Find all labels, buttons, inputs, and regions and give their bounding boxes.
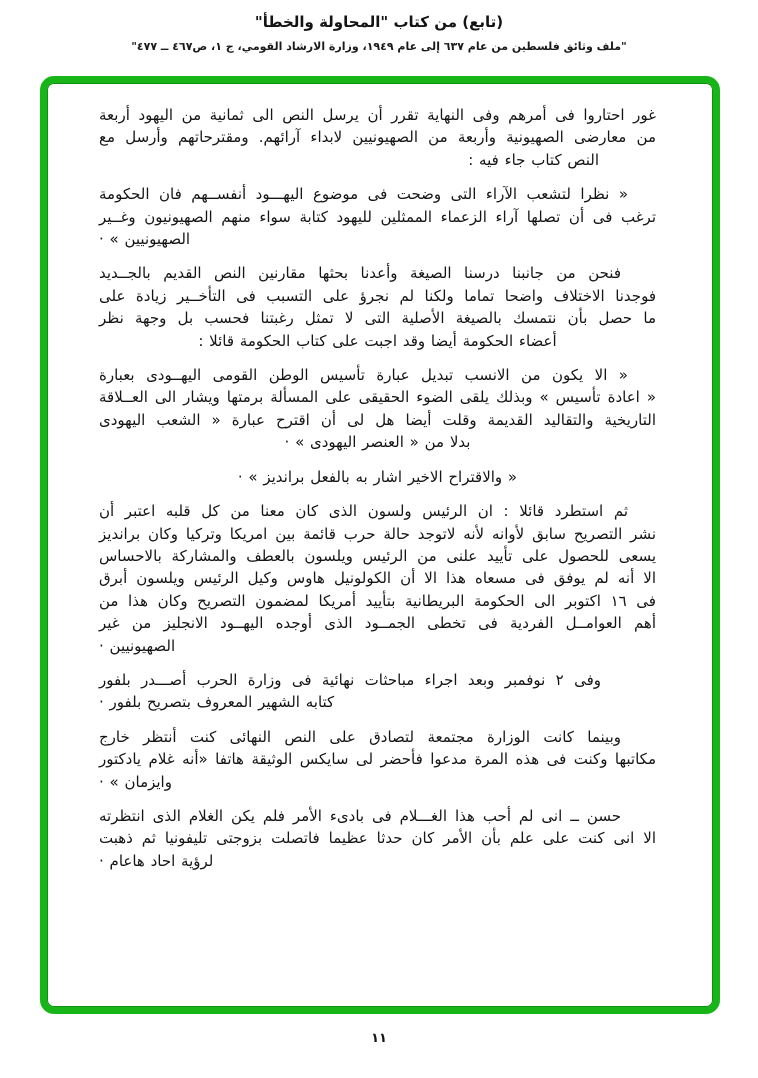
text-line: الصهيونيين · (99, 636, 176, 655)
text-line: يسعى للحصول على تأييد علنى من الرئيس ويلسون بالعطف والمشاركة بالاحساس (99, 546, 656, 565)
text-line: النص كتاب جاء فيه : (468, 150, 599, 169)
text-line: وبينما كانت الوزارة مجتمعة لتصادق على النص النهائى كنت أنتظر خارج (99, 727, 621, 746)
text-line: « والاقتراح الاخير اشار به بالفعل برانديز » · (237, 467, 518, 486)
document-subtitle: "ملف وثائق فلسطين من عام ٦٣٧ إلى عام ١٩٤٩، وزارة الارشاد القومي، ج ١، ص٤٦٧ ــ ٤٧٧" (131, 40, 627, 53)
text-line: وفى ٢ نوفمبر وبعد اجراء مباحثات نهائية فى وزارة الحرب أصـــدر بلفور (99, 670, 601, 689)
text-line: « الا يكون من الانسب تبديل عبارة تأسيس الوطن القومى اليهــودى بعبارة (99, 366, 628, 385)
text-line: فى ١٦ اكتوبر الى الحكومة البريطانية بتأييد أمريكا لمضمون التصريح وكان هذا من (99, 591, 656, 610)
paragraph-3 (99, 262, 656, 352)
text-line: « اعادة تأسيس » وبذلك يلقى الضوء الحقيقى على المسألة برمتها ويشار الى العــلاقة (99, 388, 656, 407)
page-header (0, 0, 758, 53)
text-line: مكاتبها وكنت فى هذه المرة مدعوا فأحضر لى سايكس الوثيقة هاتفا «أنه غلام يادكتور (99, 750, 656, 769)
text-line: ترغب فى أن تصلها آراء الزعماء الممثلين لليهود كتابة سواء منهم الصهيونيون وغــير (99, 207, 656, 226)
text-line: ما حصل بأن نتمسك بالصيغة الأصلية التى لا تمثل رغبتنا فحسب بل وجهة نظر (99, 309, 656, 328)
paragraph-1 (99, 104, 656, 171)
paragraph-2 (99, 183, 656, 250)
text-line: فنحن من جانبنا درسنا الصيغة وأعدنا بحثها مقارنين النص القديم بالجــديد (99, 264, 621, 283)
document-title: (تابع) من كتاب "المحاولة والخطأ" (254, 13, 504, 31)
text-line: كتابه الشهير المعروف بتصريح بلفور · (99, 693, 335, 712)
paragraph-4 (99, 364, 656, 454)
text-line: بدلا من « العنصر اليهودى » · (284, 433, 471, 452)
text-line: لرؤية احاد هاعام · (99, 851, 214, 870)
paragraph-9 (99, 805, 656, 872)
scanned-text-block (47, 83, 713, 872)
text-line: أهم العوامــل الفردية فى تخطى الجمــود الذى أوجده اليهــود الانجليز من غير (99, 614, 656, 633)
text-line: ثم استطرد قائلا : ان الرئيس ولسون الذى كان معنا من كل قلبه اعتبر أن (99, 502, 628, 521)
text-line: فوجدنا الاختلاف واضحا تماما ولكنا لم نجرؤ على التسبب فى التأخــير زيادة على (99, 286, 656, 305)
paragraph-7 (99, 669, 656, 714)
text-line: وايزمان » · (99, 772, 172, 791)
text-line: الا انى كنت على علم بأن الأمر كان حدثا عظيما فاتصلت بزوجتى تليفونيا ثم ذهبت (99, 829, 656, 848)
text-line: حسن ــ انى لم أحب هذا الغـــلام فى بادىء الأمر فلم يكن الغلام الذى انتظرته (99, 806, 621, 825)
text-line: غور احتاروا فى أمرهم وفى النهاية تقرر أن يرسل النص الى ثمانية من اليهود أربعة (99, 106, 656, 124)
page-number: ١١ (371, 1031, 387, 1046)
text-line: من معارضى الصهيونية وأربعة من الصهيونيين لابداء آرائهم. ومقترحاتهم وأرسل مع (99, 128, 656, 147)
text-line: التاريخية والتقاليد القديمة وقلت أيضا هل لى أن اقترح عبارة « الشعب اليهودى (99, 410, 656, 429)
text-line: نشر التصريح سابق لأوانه لأنه لاتوجد حالة حرب قائمة بين امريكا وتركيا وكان برانديز (99, 524, 656, 543)
text-line: « نظرا لتشعب الآراء التى وضحت فى موضوع اليهـــود أنفســهم فان الحكومة (99, 185, 628, 204)
scan-border-frame (40, 76, 720, 1014)
paragraph-6 (99, 500, 656, 657)
text-line: أعضاء الحكومة أيضا وقد اجبت على كتاب الحكومة قائلا : (198, 331, 557, 350)
paragraph-8 (99, 726, 656, 793)
paragraph-5 (99, 466, 656, 488)
text-line: الصهيونيين » · (99, 230, 191, 249)
text-line: الا أنه لم يوفق فى مسعاه هذا الا أن الكولونيل هاوس وكيل الرئيس ويلسون أبرق (99, 569, 656, 588)
